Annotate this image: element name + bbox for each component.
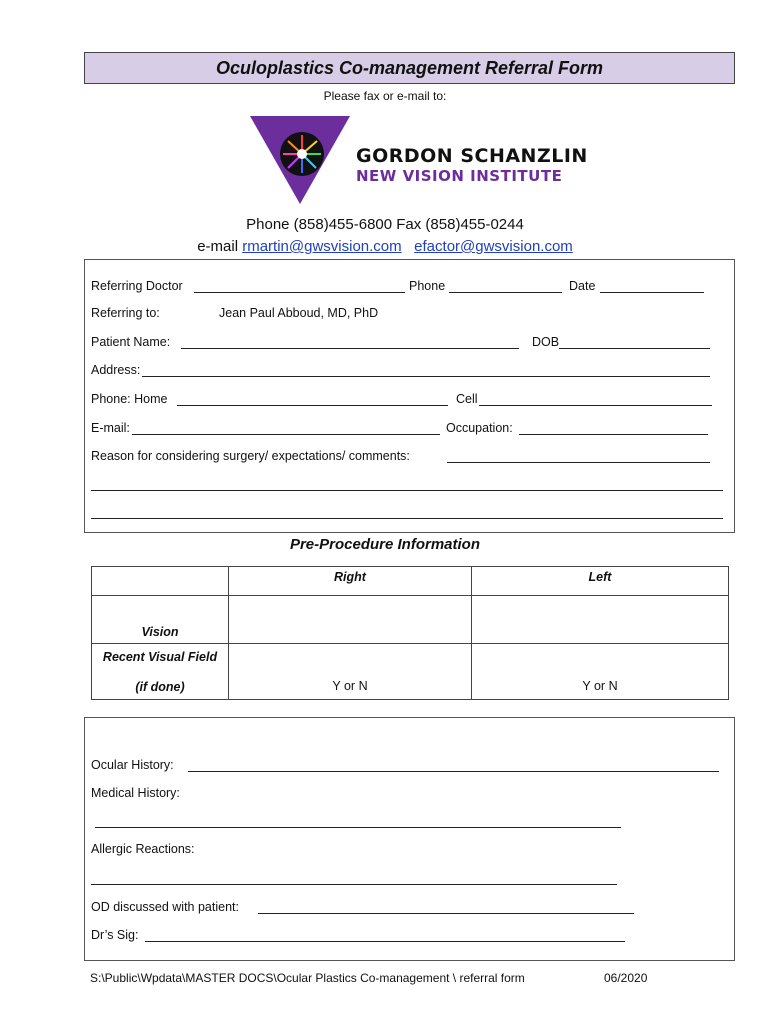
dob-field[interactable] [559,348,710,349]
col-left-header: Left [472,567,729,596]
vision-left-cell[interactable] [472,596,729,644]
footer-file-path: S:\Public\Wpdata\MASTER DOCS\Ocular Plastics Co-management \ referral form [90,971,525,985]
email-line [0,238,770,255]
email-field-label: E-mail: [91,421,130,435]
visual-field-label [92,644,229,700]
occupation-label: Occupation: [446,421,513,435]
referring-to-value: Jean Paul Abboud, MD, PhD [219,306,379,320]
phone-fax: Phone (858)455-6800 Fax (858)455-0244 [246,216,524,233]
reason-label: Reason for considering surgery/ expectations/ comments: [91,449,410,463]
od-discussed-label: OD discussed with patient: [91,900,239,914]
visual-field-right-cell[interactable]: Y or N [229,644,472,700]
email-field[interactable] [132,434,440,435]
address-field[interactable] [142,376,710,377]
dr-sig-label: Dr’s Sig: [91,928,139,942]
logo-triangle-icon [250,116,350,206]
table-corner-cell [92,567,229,596]
reason-field[interactable] [447,462,710,463]
dr-sig-field[interactable] [145,941,625,942]
email-link-efactor[interactable]: efactor@gwsvision.com [414,238,573,255]
od-discussed-field[interactable] [258,913,634,914]
col-right-header: Right [229,567,472,596]
form-title: Oculoplastics Co-management Referral Form [84,52,735,84]
address-label: Address: [91,363,141,377]
phone-home-label: Phone: Home [91,392,168,406]
email-label: e-mail [197,238,239,255]
visual-field-line-1: Recent Visual Field [102,649,218,664]
email-link-rmartin[interactable]: rmartin@gwsvision.com [242,238,402,255]
referring-doctor-field[interactable] [194,292,405,293]
ocular-history-label: Ocular History: [91,758,174,772]
history-box [84,717,735,961]
medical-history-label: Medical History: [91,786,180,800]
dob-label: DOB [532,335,560,349]
allergic-reactions-label: Allergic Reactions: [91,842,195,856]
reason-field-line-3[interactable] [91,518,723,519]
footer-date: 06/2020 [604,971,648,985]
occupation-field[interactable] [519,434,708,435]
visual-field-line-2: (if done) [135,679,185,694]
medical-history-field[interactable] [95,827,621,828]
fax-instruction: Please fax or e-mail to: [323,89,447,103]
date-field[interactable] [600,292,704,293]
allergic-reactions-field[interactable] [91,884,617,885]
phone-field[interactable] [449,292,562,293]
logo-name: GORDON SCHANZLIN [356,145,588,167]
reason-field-line-2[interactable] [91,490,723,491]
patient-name-label: Patient Name: [91,335,171,349]
patient-name-field[interactable] [181,348,519,349]
pre-procedure-title: Pre-Procedure Information [289,536,481,553]
referral-box [84,259,735,533]
phone-home-field[interactable] [177,405,448,406]
vision-label: Vision [92,596,229,644]
ocular-history-field[interactable] [188,771,719,772]
referring-doctor-label: Referring Doctor [91,279,183,293]
phone-label: Phone [409,279,446,293]
date-label: Date [569,279,596,293]
cell-label: Cell [456,392,478,406]
visual-field-left-cell[interactable]: Y or N [472,644,729,700]
cell-field[interactable] [479,405,712,406]
pre-procedure-table [91,566,729,700]
referring-to-label: Referring to: [91,306,160,320]
logo-subtitle: NEW VISION INSTITUTE [356,167,563,185]
vision-right-cell[interactable] [229,596,472,644]
